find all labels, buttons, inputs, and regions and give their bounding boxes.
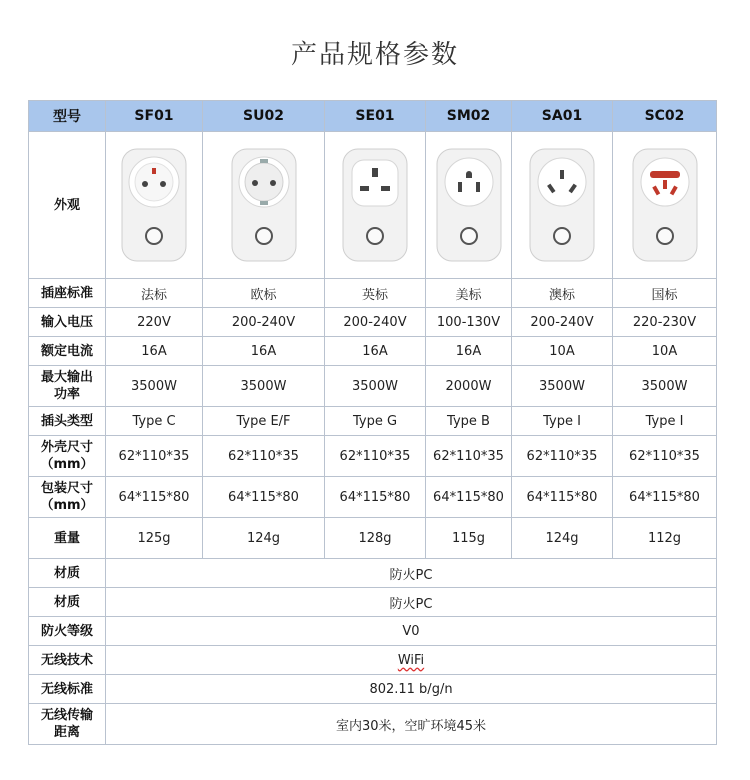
spec-cell: 124g [203, 518, 325, 559]
spec-cell: 62*110*35 [613, 436, 717, 477]
product-image-cell [613, 132, 717, 279]
spec-cell: 62*110*35 [203, 436, 325, 477]
table-row [29, 407, 717, 436]
spec-cell: 2000W [426, 366, 512, 407]
page-title: 产品规格参数 [290, 40, 459, 70]
common-spec-cell: 室内30米，空旷环境45米 [106, 704, 717, 745]
spec-cell: 200-240V [203, 308, 325, 337]
spec-cell: 62*110*35 [106, 436, 203, 477]
french-socket-icon [119, 146, 189, 264]
spec-cell: 62*110*35 [426, 436, 512, 477]
spec-cell: 62*110*35 [512, 436, 613, 477]
row-label: 防火等级 [29, 617, 106, 646]
row-label: 无线标准 [29, 675, 106, 704]
spec-cell: 124g [512, 518, 613, 559]
model-header: SF01 [106, 101, 203, 132]
row-label: 无线技术 [29, 646, 106, 675]
table-row [29, 436, 717, 477]
cn-socket-icon [630, 146, 700, 264]
table-row [29, 308, 717, 337]
row-label: 额定电流 [29, 337, 106, 366]
table-row [29, 366, 717, 407]
appearance-row [29, 132, 717, 279]
spec-cell: 16A [325, 337, 426, 366]
header-label: 型号 [29, 101, 106, 132]
spec-cell: 美标 [426, 279, 512, 308]
spec-cell: 125g [106, 518, 203, 559]
row-label: 无线传输 距离 [29, 704, 106, 745]
spec-cell: 112g [613, 518, 717, 559]
spec-cell: 16A [426, 337, 512, 366]
row-label: 插头类型 [29, 407, 106, 436]
spec-cell: 64*115*80 [613, 477, 717, 518]
spec-cell: Type B [426, 407, 512, 436]
spec-cell: 16A [106, 337, 203, 366]
spec-cell: 3500W [512, 366, 613, 407]
model-header: SU02 [203, 101, 325, 132]
spec-cell: 64*115*80 [426, 477, 512, 518]
row-label: 材质 [29, 559, 106, 588]
german-socket-icon [229, 146, 299, 264]
spec-cell: 128g [325, 518, 426, 559]
row-label: 材质 [29, 588, 106, 617]
table-row [29, 279, 717, 308]
table-row [29, 617, 717, 646]
common-spec-cell: 防火PC [106, 559, 717, 588]
spec-cell: 澳标 [512, 279, 613, 308]
common-spec-cell: 802.11 b/g/n [106, 675, 717, 704]
wifi-text: WiFi [397, 652, 425, 668]
product-image-cell [325, 132, 426, 279]
spec-cell: 64*115*80 [512, 477, 613, 518]
product-image-cell [106, 132, 203, 279]
us-socket-icon [434, 146, 504, 264]
spec-cell: 10A [613, 337, 717, 366]
product-image-cell [426, 132, 512, 279]
common-spec-cell: 防火PC [106, 588, 717, 617]
model-header: SC02 [613, 101, 717, 132]
spec-cell: Type I [613, 407, 717, 436]
spec-cell: 64*115*80 [325, 477, 426, 518]
spec-cell: 220-230V [613, 308, 717, 337]
table-row [29, 337, 717, 366]
spec-cell: 3500W [106, 366, 203, 407]
spec-cell: 200-240V [325, 308, 426, 337]
spec-cell: 3500W [325, 366, 426, 407]
model-header: SA01 [512, 101, 613, 132]
spec-cell: 3500W [203, 366, 325, 407]
spec-cell: 64*115*80 [106, 477, 203, 518]
product-image-cell [512, 132, 613, 279]
spec-cell: Type E/F [203, 407, 325, 436]
spec-cell: 法标 [106, 279, 203, 308]
common-spec-cell [106, 646, 717, 675]
spec-cell: 62*110*35 [325, 436, 426, 477]
spec-cell: Type I [512, 407, 613, 436]
table-row [29, 704, 717, 745]
row-label: 重量 [29, 518, 106, 559]
table-row [29, 646, 717, 675]
model-header: SE01 [325, 101, 426, 132]
row-label: 插座标准 [29, 279, 106, 308]
table-row [29, 518, 717, 559]
spec-cell: Type G [325, 407, 426, 436]
row-label: 包装尺寸 （mm） [29, 477, 106, 518]
spec-cell: 64*115*80 [203, 477, 325, 518]
spec-cell: 国标 [613, 279, 717, 308]
row-label: 外观 [29, 132, 106, 279]
spec-cell: 16A [203, 337, 325, 366]
uk-socket-icon [340, 146, 410, 264]
au-socket-icon [527, 146, 597, 264]
model-header: SM02 [426, 101, 512, 132]
table-row [29, 588, 717, 617]
spec-cell: 100-130V [426, 308, 512, 337]
row-label: 最大输出 功率 [29, 366, 106, 407]
table-row [29, 675, 717, 704]
spec-cell: Type C [106, 407, 203, 436]
spec-cell: 200-240V [512, 308, 613, 337]
spec-cell: 3500W [613, 366, 717, 407]
table-row [29, 559, 717, 588]
spec-cell: 英标 [325, 279, 426, 308]
spec-cell: 220V [106, 308, 203, 337]
row-label: 外壳尺寸 （mm） [29, 436, 106, 477]
spec-cell: 欧标 [203, 279, 325, 308]
product-image-cell [203, 132, 325, 279]
spec-table [28, 100, 717, 745]
spec-cell: 115g [426, 518, 512, 559]
common-spec-cell: V0 [106, 617, 717, 646]
table-header-row [29, 101, 717, 132]
table-row [29, 477, 717, 518]
row-label: 输入电压 [29, 308, 106, 337]
spec-cell: 10A [512, 337, 613, 366]
